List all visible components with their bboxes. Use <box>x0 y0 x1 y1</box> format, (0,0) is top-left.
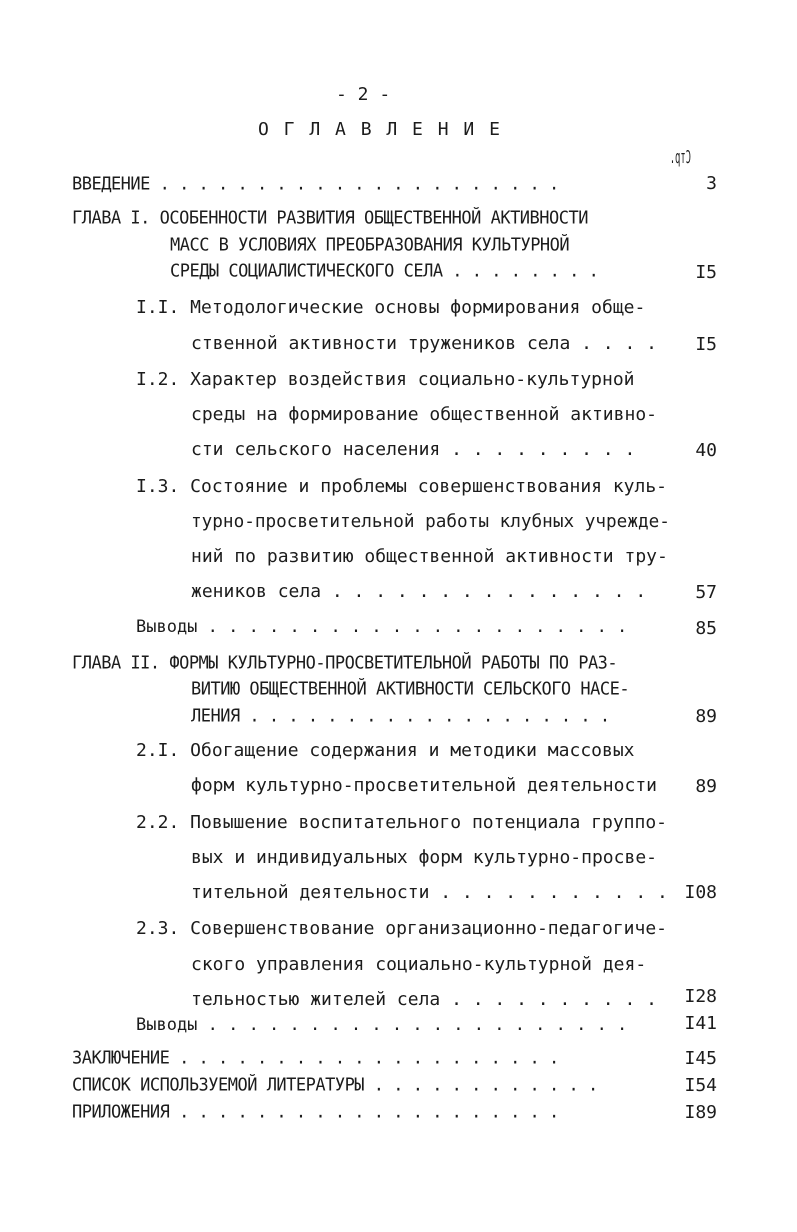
toc-line: ний по развитию общественной активности тру- <box>191 546 668 567</box>
toc-page-ref: 40 <box>695 440 717 461</box>
toc-page-ref: 89 <box>695 776 717 797</box>
toc-line: вых и индивидуальных форм культурно-просве- <box>191 847 657 868</box>
toc-line: 2.2. Повышение воспитательного потенциала группо- <box>136 812 668 833</box>
toc-line: ВИТИЮ ОБЩЕСТВЕННОЙ АКТИВНОСТИ СЕЛЬСКОГО НАСЕ- <box>191 678 630 700</box>
toc-line: Выводы . . . . . . . . . . . . . . . . . . . . . <box>136 1015 628 1035</box>
toc-line: Выводы . . . . . . . . . . . . . . . . . . . . . <box>136 617 628 637</box>
toc-line: турно-просветительной работы клубных учрежде- <box>191 511 670 532</box>
toc-line: ЛЕНИЯ . . . . . . . . . . . . . . . . . . . <box>191 705 610 727</box>
toc-line: СРЕДЫ СОЦИАЛИСТИЧЕСКОГО СЕЛА . . . . . . . . <box>170 260 599 282</box>
toc-page-ref: I5 <box>695 334 717 355</box>
page-column-label: Стр. <box>669 147 691 168</box>
toc-line: жеников села . . . . . . . . . . . . . . . <box>191 581 647 602</box>
toc-page-ref: 85 <box>695 618 717 639</box>
toc-page-ref: I45 <box>684 1048 717 1069</box>
toc-page-ref: I5 <box>695 262 717 283</box>
toc-page-ref: I28 <box>684 986 717 1007</box>
toc-line: ственной активности тружеников села . . . . <box>191 333 657 354</box>
toc-line: I.3. Состояние и проблемы совершенствования куль- <box>136 476 668 497</box>
toc-line: 2.3. Совершенствование организационно-педагогиче- <box>136 918 668 939</box>
toc-page-ref: 89 <box>695 706 717 727</box>
toc-line: ГЛАВА I. ОСОБЕННОСТИ РАЗВИТИЯ ОБЩЕСТВЕННОЙ АКТИВНОСТИ <box>72 207 588 229</box>
toc-line: ВВЕДЕНИЕ . . . . . . . . . . . . . . . . . . . . . <box>72 173 559 195</box>
page-title: О Г Л А В Л Е Н И Е <box>258 119 502 140</box>
toc-line: 2.I. Обогащение содержания и методики массовых <box>136 740 635 761</box>
toc-line: ГЛАВА II. ФОРМЫ КУЛЬТУРНО-ПРОСВЕТИТЕЛЬНОЙ РАБОТЫ ПО РАЗ- <box>72 652 618 674</box>
toc-line: ПРИЛОЖЕНИЯ . . . . . . . . . . . . . . . . . . . . <box>72 1101 559 1123</box>
toc-line: сти сельского населения . . . . . . . . . <box>191 439 636 460</box>
toc-page-ref: 3 <box>706 173 717 194</box>
toc-line: I.I. Методологические основы формирования обще- <box>136 297 646 318</box>
toc-line: тительной деятельности . . . . . . . . . . . <box>191 882 668 903</box>
toc-line: тельностью жителей села . . . . . . . . . . <box>191 989 657 1010</box>
toc-page-ref: I54 <box>684 1075 717 1096</box>
toc-line: СПИСОК ИСПОЛЬЗУЕМОЙ ЛИТЕРАТУРЫ . . . . . . . . . . . . <box>72 1074 598 1096</box>
toc-line: I.2. Характер воздействия социально-культурной <box>136 369 635 390</box>
toc-line: ЗАКЛЮЧЕНИЕ . . . . . . . . . . . . . . . . . . . . <box>72 1047 559 1069</box>
page-number: - 2 - <box>336 84 391 105</box>
toc-line: МАСС В УСЛОВИЯХ ПРЕОБРАЗОВАНИЯ КУЛЬТУРНОЙ <box>170 234 570 256</box>
toc-page-ref: I08 <box>684 882 717 903</box>
toc-page-ref: I89 <box>684 1102 717 1123</box>
toc-line: ского управления социально-культурной дея- <box>191 954 647 975</box>
toc-page-ref: 57 <box>695 582 717 603</box>
toc-line: среды на формирование общественной активно- <box>191 404 657 425</box>
toc-page-ref: I41 <box>684 1013 717 1034</box>
toc-line: форм культурно-просветительной деятельности <box>191 775 657 796</box>
